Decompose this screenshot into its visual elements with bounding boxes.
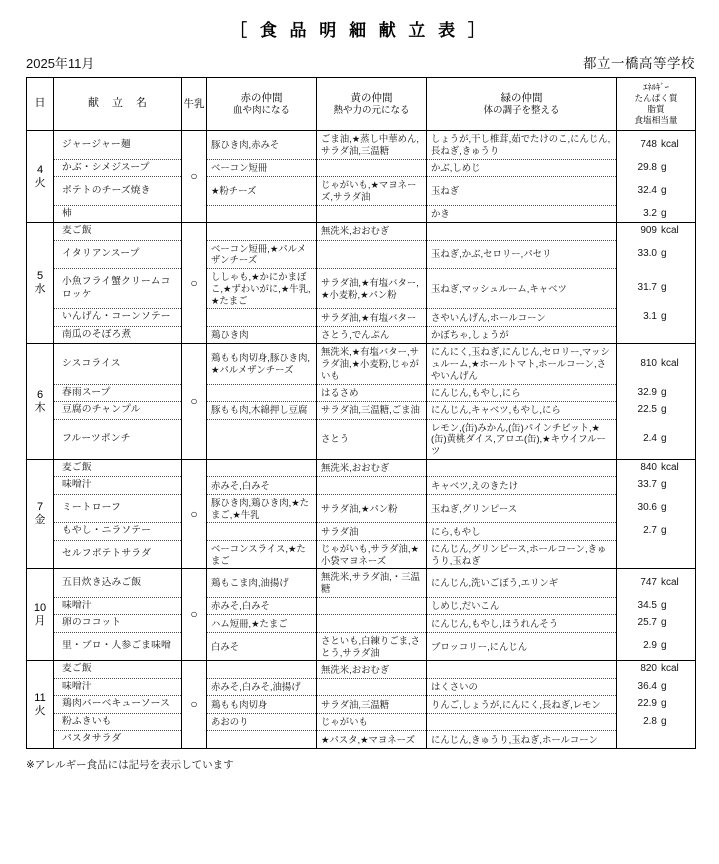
green-ingredients-cell: にんにく,玉ねぎ,にんじん,セロリー,マッシュルーム,★ホールトマト,ホールコーン,さやいんげん: [427, 344, 617, 384]
nutrition-unit: g: [661, 640, 667, 652]
nutrition-unit: kcal: [661, 663, 679, 675]
nutrition-value-cell: [617, 661, 696, 679]
nutrition-number: 3.1: [643, 311, 657, 323]
column-header-yellow-group: [317, 78, 427, 131]
nutrition-unit: g: [661, 282, 667, 294]
header-row: [27, 78, 696, 131]
green-ingredients-cell: にんじん,洗いごぼう,エリンギ: [427, 569, 617, 598]
table-row: [27, 678, 696, 696]
table-row: [27, 459, 696, 477]
menu-name-cell: 小魚フライ蟹クリームコロッケ: [54, 269, 182, 309]
menu-name-cell: 麦ご飯: [54, 459, 182, 477]
red-ingredients-cell: あおのり: [207, 713, 317, 731]
green-group-sub: 体の調子を整える: [483, 104, 560, 116]
nutrition-unit: g: [661, 502, 667, 514]
red-ingredients-cell: 豚もも肉,木綿押し豆腐: [207, 402, 317, 420]
nutrition-value-cell: [617, 615, 696, 633]
red-ingredients-cell: 赤みそ,白みそ: [207, 477, 317, 495]
green-ingredients-cell: 玉ねぎ: [427, 177, 617, 206]
green-ingredients-cell: [427, 661, 617, 679]
sub-header: [26, 52, 695, 72]
yellow-ingredients-cell: はるさめ: [317, 384, 427, 402]
nutrition-value-cell: [617, 240, 696, 269]
green-ingredients-cell: レモン,(缶)みかん,(缶)パインチビット,★(缶)黄桃ダイス,アロエ(缶),★キウイフルーツ: [427, 419, 617, 459]
green-ingredients-cell: キャベツ,えのきたけ: [427, 477, 617, 495]
nutrition-unit: g: [661, 311, 667, 323]
yellow-ingredients-cell: サラダ油,三温糖: [317, 696, 427, 714]
red-ingredients-cell: 豚ひき肉,赤みそ: [207, 131, 317, 160]
red-ingredients-cell: ししゃも,★かにかまぼこ,★ずわいがに,★牛乳,★たまご: [207, 269, 317, 309]
nutrition-number: 29.8: [637, 161, 657, 173]
column-header-day: 日: [27, 78, 54, 131]
table-row: [27, 326, 696, 344]
yellow-ingredients-cell: [317, 240, 427, 269]
table-row: [27, 477, 696, 495]
nutrition-unit: g: [661, 698, 667, 710]
day-weekday: 金: [34, 514, 46, 526]
column-header-menu: 献 立 名: [54, 78, 182, 131]
milk-cell: ○: [182, 344, 207, 460]
menu-name-cell: ジャージャー麺: [54, 131, 182, 160]
table-row: [27, 205, 696, 223]
menu-name-cell: ミートローフ: [54, 494, 182, 523]
yellow-ingredients-cell: さといも,白練りごま,さとう,サラダ油: [317, 632, 427, 661]
milk-cell: ○: [182, 661, 207, 749]
nutrition-value-cell: [617, 269, 696, 309]
yellow-group-main: 黄の仲間: [350, 91, 393, 104]
nutrition-value-cell: [617, 632, 696, 661]
table-header: [27, 78, 696, 131]
yellow-ingredients-cell: [317, 205, 427, 223]
yellow-ingredients-cell: サラダ油,★有塩バター,★小麦粉,★パン粉: [317, 269, 427, 309]
day-number: 4: [36, 163, 44, 176]
nutrition-number: 31.7: [637, 282, 657, 294]
nutrition-value-cell: [617, 523, 696, 541]
month-label: 2025年11月: [26, 56, 95, 71]
day-cell: [27, 661, 54, 749]
menu-name-cell: 味噌汁: [54, 477, 182, 495]
table-row: [27, 523, 696, 541]
table-row: [27, 569, 696, 598]
menu-name-cell: セルフポテトサラダ: [54, 540, 182, 569]
day-cell: [27, 223, 54, 344]
nutrition-unit: kcal: [661, 225, 679, 236]
nutrition-unit: g: [661, 599, 667, 611]
nutrition-number: 748: [640, 138, 657, 150]
yellow-ingredients-cell: [317, 597, 427, 615]
day-number: 7: [36, 501, 44, 514]
yellow-ingredients-cell: ★パスタ,★マヨネーズ: [317, 731, 427, 749]
table-row: [27, 269, 696, 309]
nutrition-number: 2.9: [643, 640, 657, 652]
red-ingredients-cell: 鶏もこま肉,油揚げ: [207, 569, 317, 598]
day-number: 6: [36, 388, 44, 401]
yellow-ingredients-cell: サラダ油,三温糖,ごま油: [317, 402, 427, 420]
nutrition-value-cell: [617, 494, 696, 523]
nutrition-unit: g: [661, 248, 667, 259]
green-ingredients-cell: 玉ねぎ,かぶ,セロリー,パセリ: [427, 240, 617, 269]
green-ingredients-cell: はくさいの: [427, 678, 617, 696]
green-ingredients-cell: しょうが,干し椎茸,茹でたけのこ,にんじん,長ねぎ,きゅうり: [427, 131, 617, 160]
red-ingredients-cell: ベーコン短冊: [207, 159, 317, 177]
nutrition-value-cell: [617, 402, 696, 420]
table-row: [27, 223, 696, 241]
nutrition-value-cell: [617, 459, 696, 477]
day-weekday: 水: [34, 283, 46, 296]
table-row: [27, 661, 696, 679]
nutrition-value-cell: [617, 344, 696, 384]
nutrition-number: 34.5: [637, 599, 657, 611]
nutrition-value-cell: [617, 696, 696, 714]
day-number: 5: [36, 270, 44, 283]
nutrition-header-protein: たんぱく質: [634, 92, 678, 103]
allergy-footnote: ※アレルギー食品には記号を表示しています: [26, 758, 234, 771]
nutrition-value-cell: [617, 131, 696, 160]
red-group-main: 赤の仲間: [240, 91, 283, 104]
nutrition-header-energy: ｴﾈﾙｷﾞｰ: [643, 81, 669, 92]
day-weekday: 火: [34, 176, 46, 189]
red-ingredients-cell: [207, 731, 317, 749]
nutrition-number: 22.9: [637, 698, 657, 710]
table-row: [27, 632, 696, 661]
nutrition-value-cell: [617, 419, 696, 459]
green-ingredients-cell: にんじん,もやし,ほうれんそう: [427, 615, 617, 633]
yellow-ingredients-cell: じゃがいも,★マヨネーズ,サラダ油: [317, 177, 427, 206]
menu-name-cell: イタリアンスープ: [54, 240, 182, 269]
nutrition-value-cell: [617, 177, 696, 206]
green-ingredients-cell: にんじん,もやし,にら: [427, 384, 617, 402]
nutrition-unit: g: [661, 432, 667, 444]
nutrition-value-cell: [617, 678, 696, 696]
yellow-ingredients-cell: [317, 615, 427, 633]
nutrition-number: 909: [640, 225, 657, 236]
title-row: [0, 0, 719, 46]
red-ingredients-cell: [207, 309, 317, 327]
nutrition-value-cell: [617, 384, 696, 402]
table-row: [27, 159, 696, 177]
nutrition-number: 3.2: [643, 207, 657, 219]
table-row: [27, 419, 696, 459]
green-ingredients-cell: [427, 459, 617, 477]
yellow-ingredients-cell: 無洗米,おおむぎ: [317, 459, 427, 477]
day-number: 10: [33, 601, 47, 614]
nutrition-number: 32.4: [637, 184, 657, 196]
table-row: [27, 131, 696, 160]
nutrition-unit: g: [661, 715, 667, 727]
yellow-ingredients-cell: サラダ油,★有塩バター: [317, 309, 427, 327]
green-ingredients-cell: かき: [427, 205, 617, 223]
day-weekday: 火: [34, 704, 46, 717]
nutrition-number: 810: [640, 357, 657, 369]
menu-name-cell: 麦ご飯: [54, 223, 182, 241]
red-ingredients-cell: 鶏ひき肉: [207, 326, 317, 344]
nutrition-unit: g: [661, 184, 667, 196]
yellow-group-sub: 熱や力の元になる: [333, 104, 410, 116]
table-row: [27, 696, 696, 714]
table-row: [27, 344, 696, 384]
green-ingredients-cell: かぼちゃ,しょうが: [427, 326, 617, 344]
nutrition-value-cell: [617, 731, 696, 749]
yellow-ingredients-cell: [317, 678, 427, 696]
nutrition-value-cell: [617, 477, 696, 495]
yellow-ingredients-cell: サラダ油,★パン粉: [317, 494, 427, 523]
green-ingredients-cell: にら,もやし: [427, 523, 617, 541]
table-body: [27, 131, 696, 749]
menu-name-cell: 春雨スープ: [54, 384, 182, 402]
table-row: [27, 540, 696, 569]
day-weekday: 木: [34, 401, 46, 414]
yellow-ingredients-cell: [317, 477, 427, 495]
menu-name-cell: かぶ・シメジスープ: [54, 159, 182, 177]
red-ingredients-cell: [207, 661, 317, 679]
red-ingredients-cell: ベーコン短冊,★パルメザンチーズ: [207, 240, 317, 269]
table-row: [27, 713, 696, 731]
yellow-ingredients-cell: さとう: [317, 419, 427, 459]
day-cell: [27, 131, 54, 223]
red-group-sub: 血や肉になる: [232, 104, 290, 116]
menu-name-cell: シスコライス: [54, 344, 182, 384]
day-cell: [27, 459, 54, 569]
green-ingredients-cell: [427, 713, 617, 731]
milk-cell: ○: [182, 131, 207, 223]
menu-name-cell: ポテトのチーズ焼き: [54, 177, 182, 206]
nutrition-number: 2.4: [643, 432, 657, 444]
green-ingredients-cell: 玉ねぎ,グリンピース: [427, 494, 617, 523]
yellow-ingredients-cell: [317, 159, 427, 177]
nutrition-unit: kcal: [661, 576, 679, 588]
nutrition-number: 33.0: [637, 248, 657, 259]
nutrition-unit: kcal: [661, 357, 679, 369]
green-ingredients-cell: にんじん,グリンピース,ホールコーン,きゅうり,玉ねぎ: [427, 540, 617, 569]
milk-cell: ○: [182, 569, 207, 661]
menu-name-cell: 味噌汁: [54, 678, 182, 696]
table-row: [27, 402, 696, 420]
nutrition-value-cell: [617, 569, 696, 598]
milk-cell: ○: [182, 223, 207, 344]
menu-name-cell: 卵のココット: [54, 615, 182, 633]
nutrition-value-cell: [617, 223, 696, 241]
nutrition-unit: g: [661, 207, 667, 219]
nutrition-number: 25.7: [637, 617, 657, 629]
yellow-ingredients-cell: 無洗米,サラダ油,・三温糖: [317, 569, 427, 598]
menu-name-cell: 柿: [54, 205, 182, 223]
red-ingredients-cell: [207, 459, 317, 477]
red-ingredients-cell: 赤みそ,白みそ,油揚げ: [207, 678, 317, 696]
nutrition-number: 747: [640, 576, 657, 588]
menu-name-cell: 鶏肉バーベキューソース: [54, 696, 182, 714]
green-ingredients-cell: 玉ねぎ,マッシュルーム,キャベツ: [427, 269, 617, 309]
menu-name-cell: 粉ふきいも: [54, 713, 182, 731]
school-name-label: 都立一橋高等学校: [583, 56, 695, 71]
column-header-nutrition: [617, 78, 696, 131]
menu-name-cell: パスタサラダ: [54, 731, 182, 749]
column-header-red-group: [207, 78, 317, 131]
day-number: 11: [34, 691, 46, 704]
nutrition-header-fat: 脂質: [647, 104, 665, 114]
nutrition-value-cell: [617, 309, 696, 327]
red-ingredients-cell: 鶏もも肉切身: [207, 696, 317, 714]
menu-name-cell: 里・ブロ・人参ごま味噌: [54, 632, 182, 661]
nutrition-number: 820: [640, 663, 657, 675]
red-ingredients-cell: 豚ひき肉,鶏ひき肉,★たまご,★牛乳: [207, 494, 317, 523]
menu-name-cell: いんげん・コーンソテー: [54, 309, 182, 327]
green-ingredients-cell: りんご,しょうが,にんにく,長ねぎ,レモン: [427, 696, 617, 714]
nutrition-number: 36.4: [637, 680, 657, 692]
red-ingredients-cell: [207, 205, 317, 223]
table-row: [27, 494, 696, 523]
yellow-ingredients-cell: ごま油,★蒸し中華めん,サラダ油,三温糖: [317, 131, 427, 160]
nutrition-value-cell: [617, 540, 696, 569]
menu-name-cell: 南瓜のそぼろ煮: [54, 326, 182, 344]
menu-name-cell: フルーツポンチ: [54, 419, 182, 459]
nutrition-value-cell: [617, 205, 696, 223]
table-row: [27, 615, 696, 633]
green-ingredients-cell: さやいんげん,ホールコーン: [427, 309, 617, 327]
menu-name-cell: 味噌汁: [54, 597, 182, 615]
table-row: [27, 597, 696, 615]
nutrition-header-salt: 食塩相当量: [634, 115, 678, 126]
green-group-main: 緑の仲間: [500, 91, 543, 104]
menu-name-cell: 豆腐のチャンプル: [54, 402, 182, 420]
nutrition-number: 22.5: [637, 404, 657, 415]
red-ingredients-cell: ハム短冊,★たまご: [207, 615, 317, 633]
red-ingredients-cell: 赤みそ,白みそ: [207, 597, 317, 615]
green-ingredients-cell: ブロッコリー,にんじん: [427, 632, 617, 661]
column-header-green-group: [427, 78, 617, 131]
nutrition-unit: g: [661, 525, 667, 537]
table-row: [27, 240, 696, 269]
day-weekday: 月: [34, 614, 46, 627]
nutrition-value-cell: [617, 713, 696, 731]
table-row: [27, 309, 696, 327]
page-title: ［ 食 品 明 細 献 立 表 ］: [230, 21, 489, 40]
day-cell: [27, 569, 54, 661]
menu-name-cell: もやし・ニラソテー: [54, 523, 182, 541]
nutrition-unit: kcal: [661, 461, 679, 473]
yellow-ingredients-cell: 無洗米,おおむぎ: [317, 223, 427, 241]
nutrition-unit: g: [661, 161, 667, 173]
yellow-ingredients-cell: 無洗米,おおむぎ: [317, 661, 427, 679]
red-ingredients-cell: [207, 384, 317, 402]
menu-name-cell: 麦ご飯: [54, 661, 182, 679]
red-ingredients-cell: [207, 523, 317, 541]
menu-name-cell: 五目炊き込みご飯: [54, 569, 182, 598]
nutrition-number: 30.6: [637, 502, 657, 514]
yellow-ingredients-cell: さとう,でんぷん: [317, 326, 427, 344]
red-ingredients-cell: [207, 419, 317, 459]
nutrition-number: 2.8: [643, 715, 657, 727]
green-ingredients-cell: しめじ,だいこん: [427, 597, 617, 615]
column-header-milk: 牛乳: [182, 78, 207, 131]
nutrition-unit: kcal: [661, 138, 679, 150]
nutrition-value-cell: [617, 597, 696, 615]
nutrition-number: 32.9: [637, 386, 657, 398]
green-ingredients-cell: かぶ,しめじ: [427, 159, 617, 177]
yellow-ingredients-cell: じゃがいも,サラダ油,★小袋マヨネーズ: [317, 540, 427, 569]
green-ingredients-cell: [427, 223, 617, 241]
table-row: [27, 731, 696, 749]
red-ingredients-cell: [207, 223, 317, 241]
day-cell: [27, 344, 54, 460]
green-ingredients-cell: にんじん,きゅうり,玉ねぎ,ホールコーン: [427, 731, 617, 749]
nutrition-unit: g: [661, 680, 667, 692]
green-ingredients-cell: にんじん,キャベツ,もやし,にら: [427, 402, 617, 420]
red-ingredients-cell: ベーコンスライス,★たまご: [207, 540, 317, 569]
red-ingredients-cell: 白みそ: [207, 632, 317, 661]
red-ingredients-cell: 鶏もも肉切身,豚ひき肉,★パルメザンチーズ: [207, 344, 317, 384]
nutrition-unit: g: [661, 479, 667, 491]
yellow-ingredients-cell: 無洗米,★有塩バター,サラダ油,★小麦粉,じゃがいも: [317, 344, 427, 384]
nutrition-number: 840: [640, 461, 657, 473]
nutrition-value-cell: [617, 326, 696, 344]
table-row: [27, 384, 696, 402]
menu-table: [26, 77, 696, 749]
milk-cell: ○: [182, 459, 207, 569]
yellow-ingredients-cell: サラダ油: [317, 523, 427, 541]
nutrition-value-cell: [617, 159, 696, 177]
nutrition-number: 2.7: [643, 525, 657, 537]
nutrition-unit: g: [661, 404, 667, 415]
nutrition-number: 33.7: [637, 479, 657, 491]
table-row: [27, 177, 696, 206]
nutrition-unit: g: [661, 386, 667, 398]
yellow-ingredients-cell: じゃがいも: [317, 713, 427, 731]
nutrition-unit: g: [661, 617, 667, 629]
red-ingredients-cell: ★粉チーズ: [207, 177, 317, 206]
